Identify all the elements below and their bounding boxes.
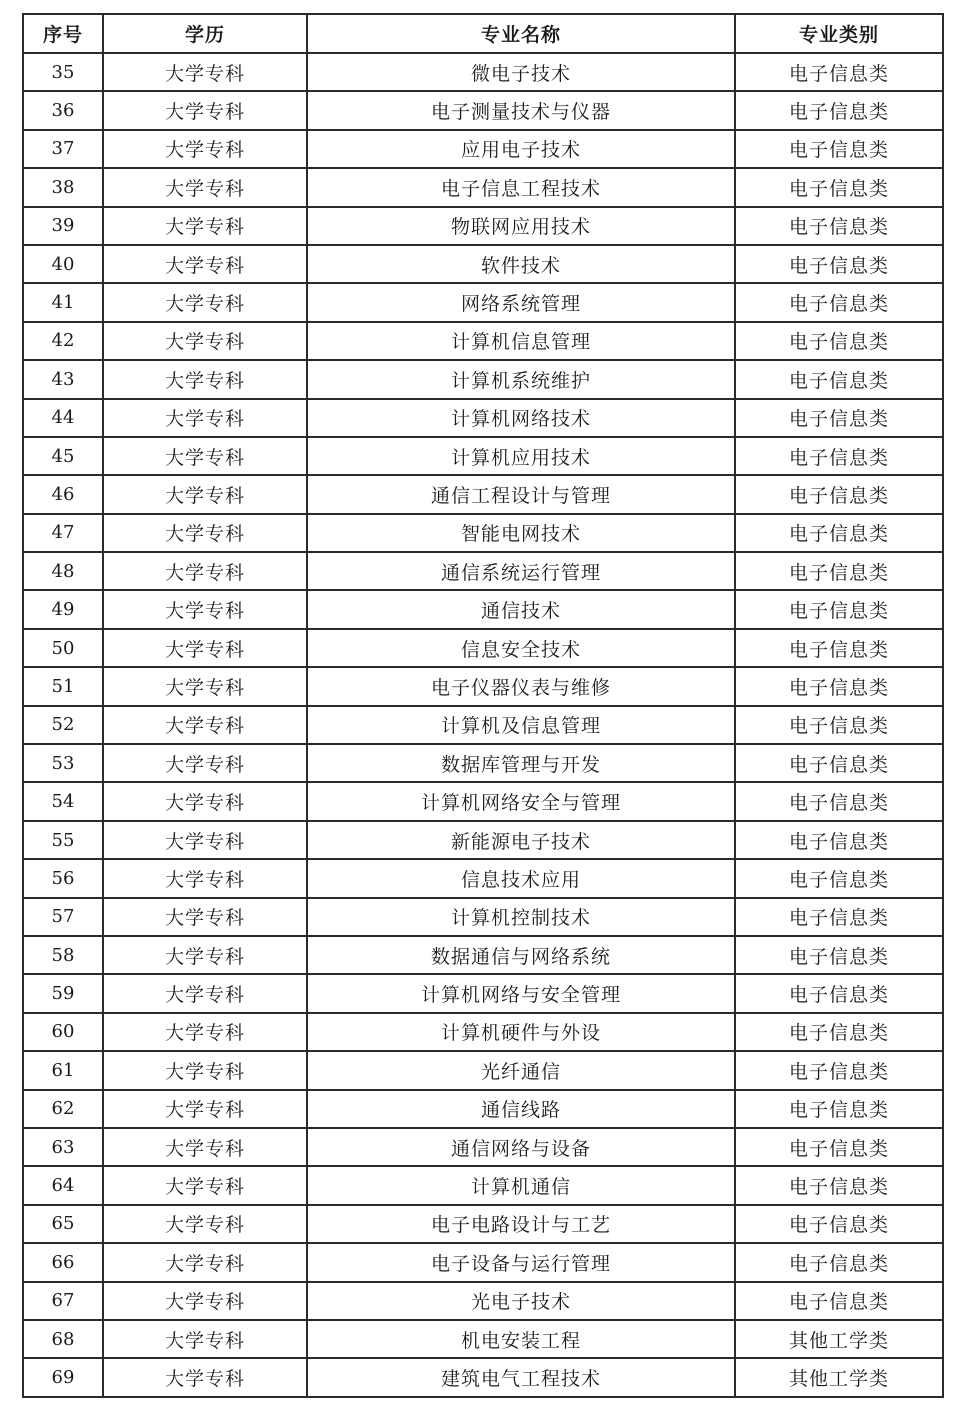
- cell-education: 大学专科: [103, 821, 307, 859]
- cell-education: 大学专科: [103, 207, 307, 245]
- cell-education: 大学专科: [103, 360, 307, 398]
- cell-major-name: 通信线路: [307, 1090, 735, 1128]
- cell-education: 大学专科: [103, 1243, 307, 1281]
- cell-index: 51: [23, 667, 103, 705]
- table-row: [23, 399, 943, 437]
- cell-major-name: 信息技术应用: [307, 859, 735, 897]
- cell-major-category: 电子信息类: [735, 91, 943, 129]
- cell-education: 大学专科: [103, 1358, 307, 1396]
- cell-education: 大学专科: [103, 936, 307, 974]
- table-row: [23, 590, 943, 628]
- cell-index: 40: [23, 245, 103, 283]
- cell-index: 46: [23, 475, 103, 513]
- cell-index: 68: [23, 1320, 103, 1358]
- cell-major-category: 电子信息类: [735, 437, 943, 475]
- cell-education: 大学专科: [103, 629, 307, 667]
- cell-index: 63: [23, 1128, 103, 1166]
- cell-major-name: 物联网应用技术: [307, 207, 735, 245]
- table-row: [23, 1205, 943, 1243]
- cell-index: 55: [23, 821, 103, 859]
- table-row: [23, 898, 943, 936]
- cell-education: 大学专科: [103, 1051, 307, 1089]
- cell-index: 64: [23, 1166, 103, 1204]
- cell-major-category: 电子信息类: [735, 245, 943, 283]
- cell-major-category: 电子信息类: [735, 898, 943, 936]
- cell-major-category: 电子信息类: [735, 1128, 943, 1166]
- table-row: [23, 629, 943, 667]
- table-row: [23, 1358, 943, 1396]
- cell-major-name: 计算机网络技术: [307, 399, 735, 437]
- table-row: [23, 91, 943, 129]
- table-row: [23, 130, 943, 168]
- cell-major-category: 其他工学类: [735, 1358, 943, 1396]
- cell-major-name: 电子测量技术与仪器: [307, 91, 735, 129]
- cell-index: 53: [23, 744, 103, 782]
- cell-major-category: 电子信息类: [735, 1166, 943, 1204]
- table-header-row: [23, 14, 943, 53]
- cell-index: 56: [23, 859, 103, 897]
- cell-major-name: 计算机系统维护: [307, 360, 735, 398]
- cell-education: 大学专科: [103, 898, 307, 936]
- cell-education: 大学专科: [103, 706, 307, 744]
- table-row: [23, 1166, 943, 1204]
- table-row: [23, 475, 943, 513]
- cell-education: 大学专科: [103, 552, 307, 590]
- cell-major-name: 智能电网技术: [307, 514, 735, 552]
- cell-education: 大学专科: [103, 1282, 307, 1320]
- table-row: [23, 974, 943, 1012]
- cell-index: 66: [23, 1243, 103, 1281]
- cell-major-name: 计算机控制技术: [307, 898, 735, 936]
- cell-index: 57: [23, 898, 103, 936]
- cell-index: 59: [23, 974, 103, 1012]
- cell-education: 大学专科: [103, 590, 307, 628]
- cell-major-category: 电子信息类: [735, 744, 943, 782]
- cell-index: 38: [23, 168, 103, 206]
- cell-education: 大学专科: [103, 1013, 307, 1051]
- cell-major-name: 计算机硬件与外设: [307, 1013, 735, 1051]
- cell-major-category: 电子信息类: [735, 629, 943, 667]
- cell-index: 61: [23, 1051, 103, 1089]
- header-major-name: 专业名称: [307, 14, 735, 53]
- table-row: [23, 245, 943, 283]
- table-row: [23, 552, 943, 590]
- cell-index: 60: [23, 1013, 103, 1051]
- header-index: 序号: [23, 14, 103, 53]
- header-education: 学历: [103, 14, 307, 53]
- cell-index: 44: [23, 399, 103, 437]
- table-row: [23, 859, 943, 897]
- cell-major-category: 电子信息类: [735, 1051, 943, 1089]
- table-row: [23, 1282, 943, 1320]
- cell-major-category: 电子信息类: [735, 821, 943, 859]
- table-row: [23, 1128, 943, 1166]
- cell-major-name: 通信系统运行管理: [307, 552, 735, 590]
- cell-index: 43: [23, 360, 103, 398]
- cell-major-name: 新能源电子技术: [307, 821, 735, 859]
- cell-major-category: 电子信息类: [735, 1205, 943, 1243]
- cell-education: 大学专科: [103, 475, 307, 513]
- table-row: [23, 360, 943, 398]
- cell-major-name: 电子电路设计与工艺: [307, 1205, 735, 1243]
- cell-education: 大学专科: [103, 782, 307, 820]
- cell-major-name: 数据库管理与开发: [307, 744, 735, 782]
- cell-major-category: 电子信息类: [735, 399, 943, 437]
- cell-education: 大学专科: [103, 168, 307, 206]
- cell-major-category: 电子信息类: [735, 936, 943, 974]
- cell-index: 35: [23, 53, 103, 91]
- cell-education: 大学专科: [103, 53, 307, 91]
- cell-major-category: 电子信息类: [735, 782, 943, 820]
- cell-major-name: 计算机及信息管理: [307, 706, 735, 744]
- cell-major-name: 计算机信息管理: [307, 322, 735, 360]
- cell-index: 69: [23, 1358, 103, 1396]
- table-row: [23, 514, 943, 552]
- cell-major-name: 机电安装工程: [307, 1320, 735, 1358]
- cell-education: 大学专科: [103, 283, 307, 321]
- cell-major-name: 光电子技术: [307, 1282, 735, 1320]
- cell-major-name: 计算机网络与安全管理: [307, 974, 735, 1012]
- cell-major-category: 电子信息类: [735, 667, 943, 705]
- cell-index: 52: [23, 706, 103, 744]
- table-row: [23, 1243, 943, 1281]
- table-row: [23, 1051, 943, 1089]
- cell-education: 大学专科: [103, 514, 307, 552]
- table-row: [23, 1320, 943, 1358]
- major-table: [22, 13, 944, 1398]
- cell-education: 大学专科: [103, 1320, 307, 1358]
- cell-major-name: 网络系统管理: [307, 283, 735, 321]
- cell-major-category: 电子信息类: [735, 283, 943, 321]
- cell-major-name: 软件技术: [307, 245, 735, 283]
- cell-education: 大学专科: [103, 859, 307, 897]
- cell-major-name: 应用电子技术: [307, 130, 735, 168]
- cell-major-name: 通信技术: [307, 590, 735, 628]
- cell-major-category: 电子信息类: [735, 322, 943, 360]
- cell-major-category: 其他工学类: [735, 1320, 943, 1358]
- cell-index: 42: [23, 322, 103, 360]
- cell-major-category: 电子信息类: [735, 590, 943, 628]
- cell-major-name: 电子仪器仪表与维修: [307, 667, 735, 705]
- cell-major-category: 电子信息类: [735, 1090, 943, 1128]
- cell-major-category: 电子信息类: [735, 130, 943, 168]
- table-row: [23, 744, 943, 782]
- cell-major-category: 电子信息类: [735, 1282, 943, 1320]
- cell-education: 大学专科: [103, 245, 307, 283]
- cell-index: 36: [23, 91, 103, 129]
- table-row: [23, 1090, 943, 1128]
- cell-education: 大学专科: [103, 744, 307, 782]
- cell-education: 大学专科: [103, 1166, 307, 1204]
- cell-education: 大学专科: [103, 1090, 307, 1128]
- table-row: [23, 207, 943, 245]
- cell-major-category: 电子信息类: [735, 1013, 943, 1051]
- cell-education: 大学专科: [103, 667, 307, 705]
- cell-index: 62: [23, 1090, 103, 1128]
- cell-index: 48: [23, 552, 103, 590]
- cell-education: 大学专科: [103, 91, 307, 129]
- cell-major-category: 电子信息类: [735, 974, 943, 1012]
- cell-index: 37: [23, 130, 103, 168]
- cell-major-category: 电子信息类: [735, 168, 943, 206]
- cell-index: 50: [23, 629, 103, 667]
- cell-major-name: 微电子技术: [307, 53, 735, 91]
- table-row: [23, 1013, 943, 1051]
- header-major-category: 专业类别: [735, 14, 943, 53]
- cell-major-name: 光纤通信: [307, 1051, 735, 1089]
- cell-major-category: 电子信息类: [735, 706, 943, 744]
- cell-education: 大学专科: [103, 974, 307, 1012]
- cell-education: 大学专科: [103, 322, 307, 360]
- cell-major-name: 通信工程设计与管理: [307, 475, 735, 513]
- table-row: [23, 667, 943, 705]
- cell-index: 54: [23, 782, 103, 820]
- cell-major-name: 数据通信与网络系统: [307, 936, 735, 974]
- cell-education: 大学专科: [103, 130, 307, 168]
- table-row: [23, 821, 943, 859]
- table-row: [23, 437, 943, 475]
- cell-major-category: 电子信息类: [735, 514, 943, 552]
- cell-index: 47: [23, 514, 103, 552]
- cell-major-category: 电子信息类: [735, 1243, 943, 1281]
- cell-index: 41: [23, 283, 103, 321]
- table-row: [23, 168, 943, 206]
- cell-index: 49: [23, 590, 103, 628]
- cell-major-category: 电子信息类: [735, 53, 943, 91]
- cell-index: 45: [23, 437, 103, 475]
- table-row: [23, 782, 943, 820]
- cell-education: 大学专科: [103, 1205, 307, 1243]
- cell-index: 67: [23, 1282, 103, 1320]
- cell-major-category: 电子信息类: [735, 207, 943, 245]
- cell-major-name: 通信网络与设备: [307, 1128, 735, 1166]
- cell-major-category: 电子信息类: [735, 475, 943, 513]
- cell-education: 大学专科: [103, 399, 307, 437]
- cell-major-name: 计算机通信: [307, 1166, 735, 1204]
- cell-index: 65: [23, 1205, 103, 1243]
- cell-major-name: 计算机应用技术: [307, 437, 735, 475]
- cell-education: 大学专科: [103, 437, 307, 475]
- cell-major-category: 电子信息类: [735, 552, 943, 590]
- cell-education: 大学专科: [103, 1128, 307, 1166]
- table-row: [23, 283, 943, 321]
- table-row: [23, 936, 943, 974]
- table-row: [23, 322, 943, 360]
- cell-major-category: 电子信息类: [735, 859, 943, 897]
- cell-major-name: 电子设备与运行管理: [307, 1243, 735, 1281]
- cell-index: 39: [23, 207, 103, 245]
- cell-major-name: 信息安全技术: [307, 629, 735, 667]
- cell-index: 58: [23, 936, 103, 974]
- cell-major-name: 电子信息工程技术: [307, 168, 735, 206]
- major-table-container: [22, 13, 942, 1398]
- table-row: [23, 53, 943, 91]
- cell-major-name: 计算机网络安全与管理: [307, 782, 735, 820]
- cell-major-name: 建筑电气工程技术: [307, 1358, 735, 1396]
- table-body: [23, 53, 943, 1397]
- cell-major-category: 电子信息类: [735, 360, 943, 398]
- table-row: [23, 706, 943, 744]
